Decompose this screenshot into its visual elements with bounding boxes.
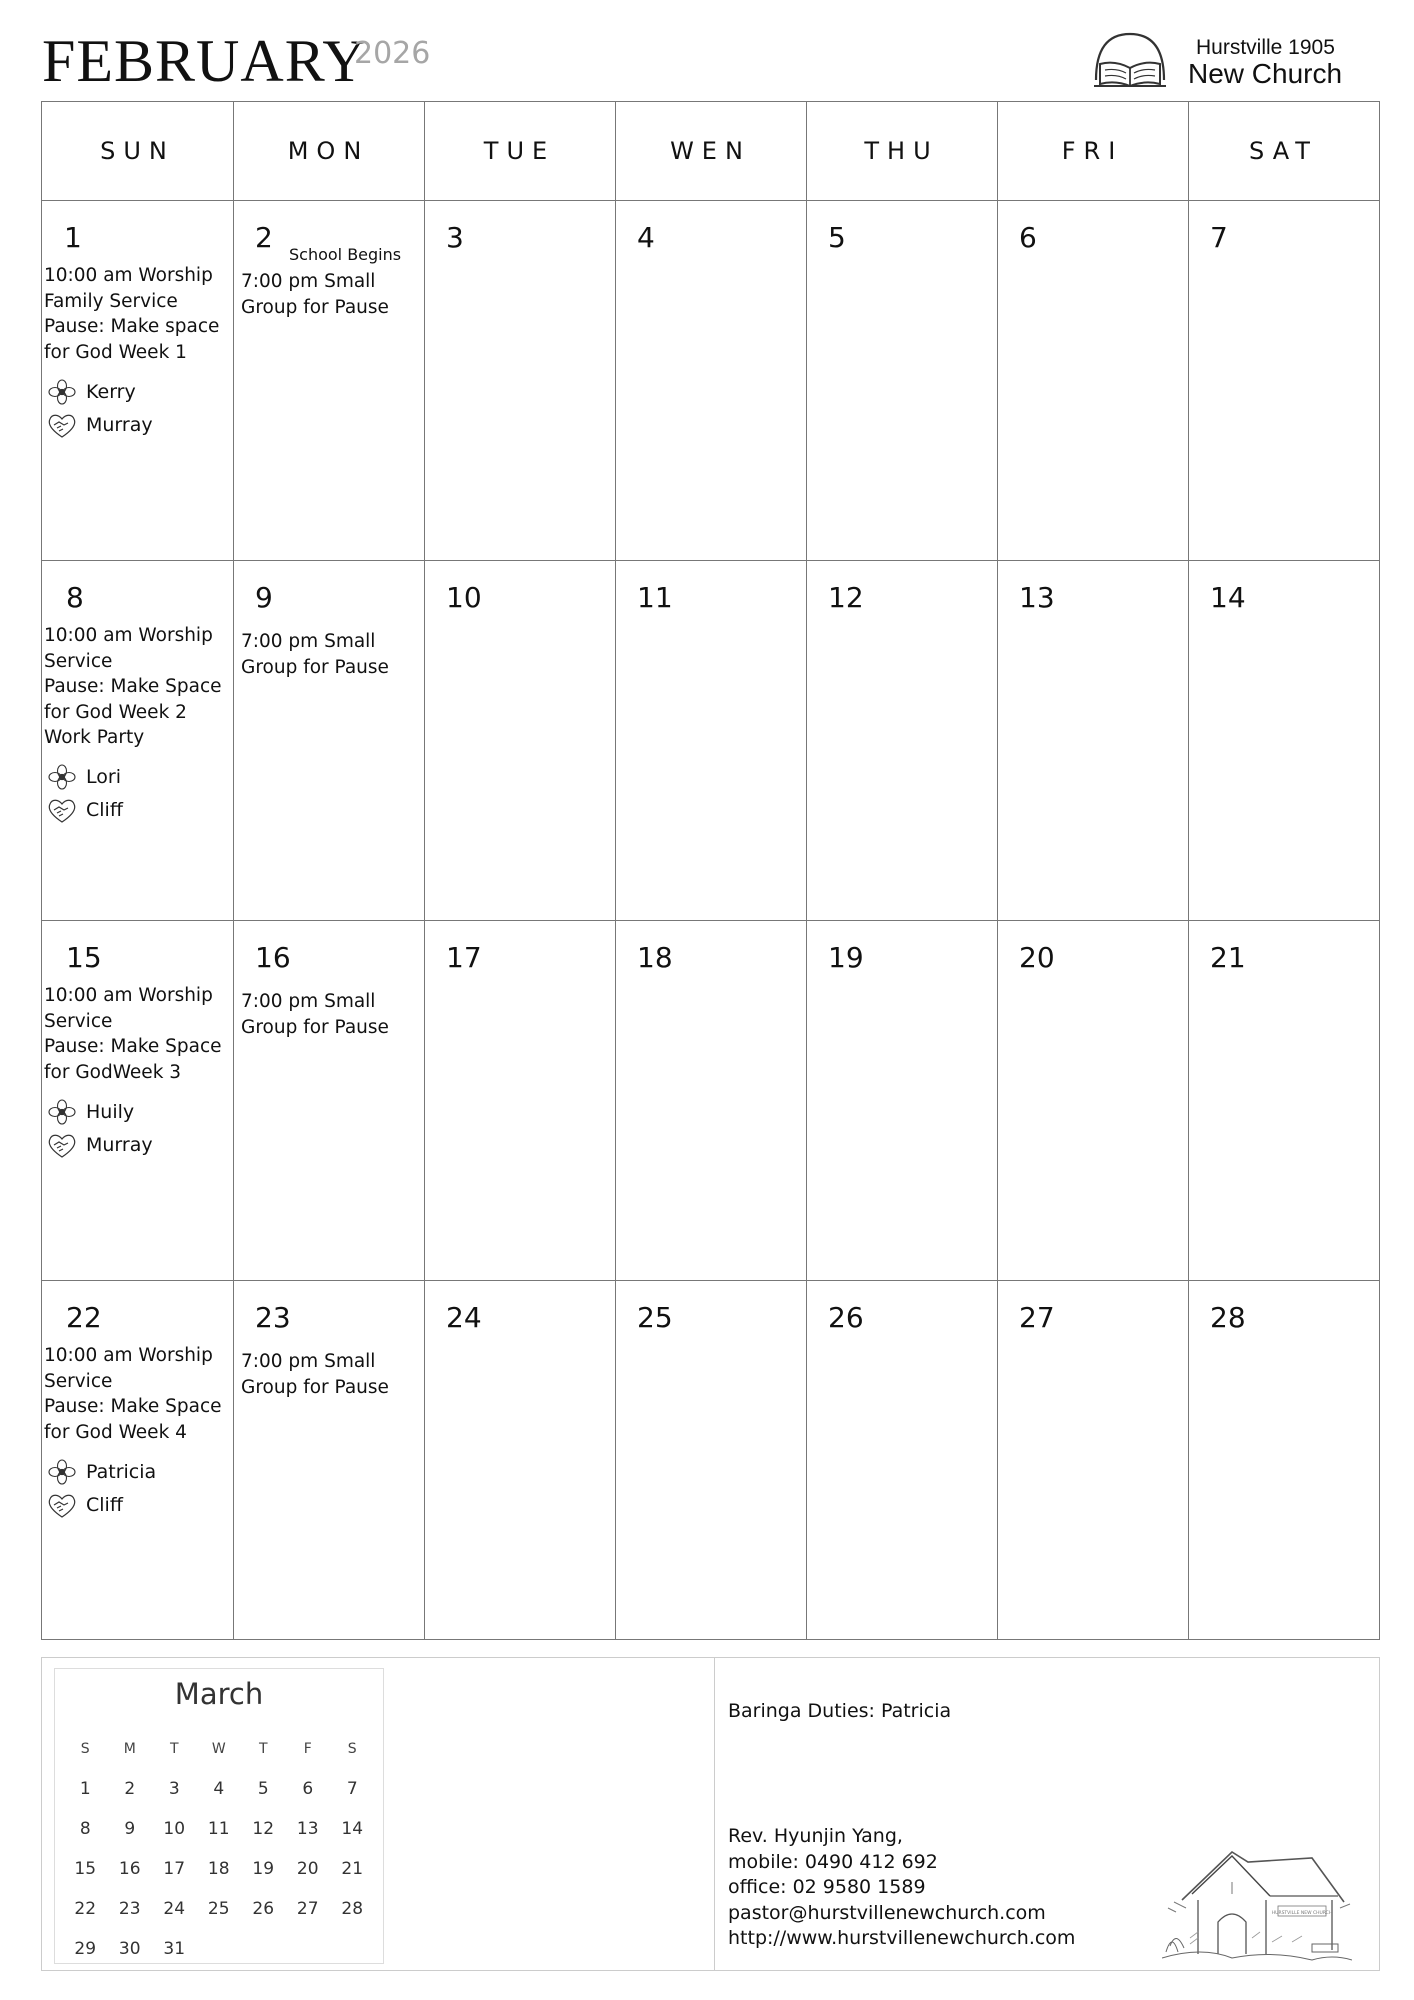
roster-entry xyxy=(46,1128,231,1161)
day-cell[interactable] xyxy=(42,561,234,921)
church-name-line2: New Church xyxy=(1188,58,1343,89)
flower-icon xyxy=(46,1458,78,1486)
sketch-sign-text: HURSTVILLE NEW CHURCH xyxy=(1271,1911,1333,1916)
day-cell[interactable] xyxy=(997,921,1189,1281)
handshake-heart-icon xyxy=(46,796,78,824)
mini-day[interactable]: 1 xyxy=(79,1779,91,1799)
mini-calendar xyxy=(54,1668,384,1964)
day-number: 15 xyxy=(66,941,102,974)
day-number: 23 xyxy=(255,1301,291,1334)
roster-entry xyxy=(46,1455,231,1488)
day-number: 13 xyxy=(1019,581,1055,614)
day-cell[interactable] xyxy=(615,921,807,1281)
day-cell[interactable] xyxy=(424,561,616,921)
day-number: 18 xyxy=(637,941,673,974)
month-title: FEBRUARY xyxy=(42,28,367,94)
day-cell[interactable] xyxy=(806,201,998,561)
mini-day[interactable]: 23 xyxy=(118,1899,141,1919)
mini-day[interactable]: 2 xyxy=(124,1779,136,1799)
day-cell[interactable] xyxy=(615,201,807,561)
mini-weekday: M xyxy=(123,1741,136,1757)
church-name-line1: Hurstville 1905 xyxy=(1196,36,1335,59)
handshake-heart-icon xyxy=(46,1131,78,1159)
mini-day[interactable]: 30 xyxy=(118,1939,141,1959)
roster-list xyxy=(46,1455,231,1521)
mini-day[interactable]: 5 xyxy=(257,1779,269,1799)
weekday-header-2: TUE xyxy=(424,102,616,201)
day-number: 21 xyxy=(1210,941,1246,974)
day-number: 14 xyxy=(1210,581,1246,614)
mini-day[interactable]: 12 xyxy=(252,1819,275,1839)
day-cell[interactable] xyxy=(615,1281,807,1640)
monday-events: 7:00 pm Small Group for Pause xyxy=(241,271,389,318)
monday-events: 7:00 pm Small Group for Pause xyxy=(241,1351,389,1398)
day-number: 19 xyxy=(828,941,864,974)
day-number: 7 xyxy=(1210,221,1228,254)
year-label: 2026 xyxy=(354,36,431,71)
flower-icon xyxy=(46,378,78,406)
day-number: 8 xyxy=(66,581,84,614)
mini-day[interactable]: 7 xyxy=(346,1779,358,1799)
school-begins-note: School Begins xyxy=(289,245,402,264)
day-number: 25 xyxy=(637,1301,673,1334)
roster-entry xyxy=(46,1095,231,1128)
mini-weekday: W xyxy=(211,1741,226,1757)
mini-day[interactable]: 16 xyxy=(118,1859,141,1879)
open-book-arch-icon xyxy=(1090,28,1170,92)
mini-day[interactable]: 14 xyxy=(341,1819,364,1839)
day-cell[interactable] xyxy=(424,1281,616,1640)
mini-day[interactable]: 21 xyxy=(341,1859,364,1879)
day-cell[interactable] xyxy=(1188,201,1379,561)
day-cell[interactable] xyxy=(806,561,998,921)
footer-panel xyxy=(41,1657,1380,1971)
roster-entry xyxy=(46,761,231,794)
roster-entry xyxy=(46,1488,231,1521)
day-cell[interactable] xyxy=(615,561,807,921)
roster-name: Cliff xyxy=(86,799,123,821)
monday-events: 7:00 pm Small Group for Pause xyxy=(241,991,389,1038)
mini-day[interactable]: 3 xyxy=(168,1779,180,1799)
day-cell[interactable] xyxy=(997,1281,1189,1640)
mini-calendar-title: March xyxy=(174,1677,264,1711)
mini-day[interactable]: 10 xyxy=(163,1819,186,1839)
day-cell[interactable] xyxy=(233,921,425,1281)
roster-name: Murray xyxy=(86,1133,153,1156)
day-cell[interactable] xyxy=(424,201,616,561)
monday-events: 7:00 pm Small Group for Pause xyxy=(241,631,389,678)
roster-name: Huily xyxy=(86,1100,135,1123)
footer-divider xyxy=(714,1658,715,1970)
weekday-header-4: THU xyxy=(806,102,998,201)
day-number: 27 xyxy=(1019,1301,1055,1334)
mini-day[interactable]: 9 xyxy=(124,1819,136,1839)
day-cell[interactable] xyxy=(233,1281,425,1640)
day-number: 11 xyxy=(637,581,673,614)
sunday-events: 10:00 am Worship Family Service Pause: Make space for God Week 1 xyxy=(44,265,220,363)
mini-weekday: F xyxy=(303,1741,312,1757)
mini-day[interactable]: 18 xyxy=(207,1859,230,1879)
day-number: 26 xyxy=(828,1301,864,1334)
mini-calendar-grid xyxy=(63,1729,375,1969)
mini-day[interactable]: 6 xyxy=(302,1779,314,1799)
day-cell[interactable] xyxy=(233,201,425,561)
mini-weekday: T xyxy=(258,1741,268,1757)
church-office-phone: office: 02 9580 1589 xyxy=(728,1876,926,1898)
day-cell[interactable] xyxy=(806,921,998,1281)
day-cell[interactable] xyxy=(233,561,425,921)
mini-weekday: T xyxy=(169,1741,179,1757)
day-cell[interactable] xyxy=(997,201,1189,561)
weekday-header-5: FRI xyxy=(997,102,1189,201)
mini-day[interactable]: 25 xyxy=(207,1899,230,1919)
mini-day[interactable]: 26 xyxy=(252,1899,275,1919)
roster-name: Kerry xyxy=(86,380,136,403)
roster-entry xyxy=(46,375,231,408)
calendar-grid xyxy=(41,101,1380,1640)
mini-day[interactable]: 22 xyxy=(74,1899,97,1919)
roster-entry xyxy=(46,794,231,827)
roster-name: Lori xyxy=(86,766,121,788)
roster-list xyxy=(46,761,231,827)
mini-day[interactable]: 4 xyxy=(213,1779,225,1799)
day-number: 17 xyxy=(446,941,482,974)
roster-name: Patricia xyxy=(86,1460,157,1483)
day-number: 20 xyxy=(1019,941,1055,974)
flower-icon xyxy=(46,763,78,791)
weekday-header-3: WEN xyxy=(615,102,807,201)
day-cell[interactable] xyxy=(42,201,234,561)
weekday-header-1: MON xyxy=(233,102,425,201)
day-cell[interactable] xyxy=(1188,561,1379,921)
mini-day[interactable]: 29 xyxy=(74,1939,97,1959)
day-cell[interactable] xyxy=(806,1281,998,1640)
day-number: 12 xyxy=(828,581,864,614)
church-building-sketch xyxy=(1162,1842,1352,1966)
day-number: 22 xyxy=(66,1301,102,1334)
day-number: 3 xyxy=(446,221,464,254)
roster-name: Cliff xyxy=(86,1493,123,1516)
day-cell[interactable] xyxy=(1188,1281,1379,1640)
roster-name: Murray xyxy=(86,413,153,436)
pastor-name: Rev. Hyunjin Yang, xyxy=(728,1825,903,1847)
mini-day[interactable]: 8 xyxy=(79,1819,91,1839)
day-cell[interactable] xyxy=(424,921,616,1281)
weekday-header-6: SAT xyxy=(1188,102,1379,201)
mini-day[interactable]: 20 xyxy=(296,1859,319,1879)
roster-list xyxy=(46,375,231,441)
day-number: 2 xyxy=(255,221,273,254)
baringa-duties: Baringa Duties: Patricia xyxy=(728,1700,952,1722)
day-number: 4 xyxy=(637,221,655,254)
mini-day[interactable]: 13 xyxy=(296,1819,319,1839)
pastor-email[interactable]: pastor@hurstvillenewchurch.com xyxy=(728,1901,1046,1924)
weekday-header-0: SUN xyxy=(42,102,234,201)
mini-day[interactable]: 27 xyxy=(296,1899,319,1919)
day-number: 1 xyxy=(64,221,82,254)
mini-day[interactable]: 19 xyxy=(252,1859,275,1879)
handshake-heart-icon xyxy=(46,1491,78,1519)
roster-entry xyxy=(46,408,231,441)
day-number: 9 xyxy=(255,581,273,614)
mini-day[interactable]: 31 xyxy=(163,1939,186,1959)
day-number: 24 xyxy=(446,1301,482,1334)
sunday-events: 10:00 am Worship Service Pause: Make Space for GodWeek 3 xyxy=(44,985,222,1083)
day-number: 6 xyxy=(1019,221,1037,254)
roster-list xyxy=(46,1095,231,1161)
sunday-events: 10:00 am Worship Service Pause: Make Space for God Week 4 xyxy=(44,1345,222,1443)
day-number: 5 xyxy=(828,221,846,254)
flower-icon xyxy=(46,1098,78,1126)
day-cell[interactable] xyxy=(997,561,1189,921)
pastor-mobile: mobile: 0490 412 692 xyxy=(728,1850,938,1873)
mini-day[interactable]: 24 xyxy=(163,1899,186,1919)
day-cell[interactable] xyxy=(1188,921,1379,1281)
sunday-events: 10:00 am Worship Service Pause: Make Space for God Week 2 Work Party xyxy=(44,625,222,748)
church-website[interactable]: http://www.hurstvillenewchurch.com xyxy=(728,1927,1076,1949)
day-number: 28 xyxy=(1210,1301,1246,1334)
mini-day[interactable]: 15 xyxy=(74,1859,97,1879)
day-cell[interactable] xyxy=(42,921,234,1281)
day-number: 16 xyxy=(255,941,291,974)
mini-weekday: S xyxy=(80,1741,90,1757)
day-cell[interactable] xyxy=(42,1281,234,1640)
handshake-heart-icon xyxy=(46,411,78,439)
contact-block xyxy=(728,1824,1075,1952)
mini-day[interactable]: 28 xyxy=(341,1899,364,1919)
day-number: 10 xyxy=(446,581,482,614)
mini-day[interactable]: 11 xyxy=(207,1819,230,1839)
mini-weekday: S xyxy=(347,1741,357,1757)
mini-day[interactable]: 17 xyxy=(163,1859,186,1879)
